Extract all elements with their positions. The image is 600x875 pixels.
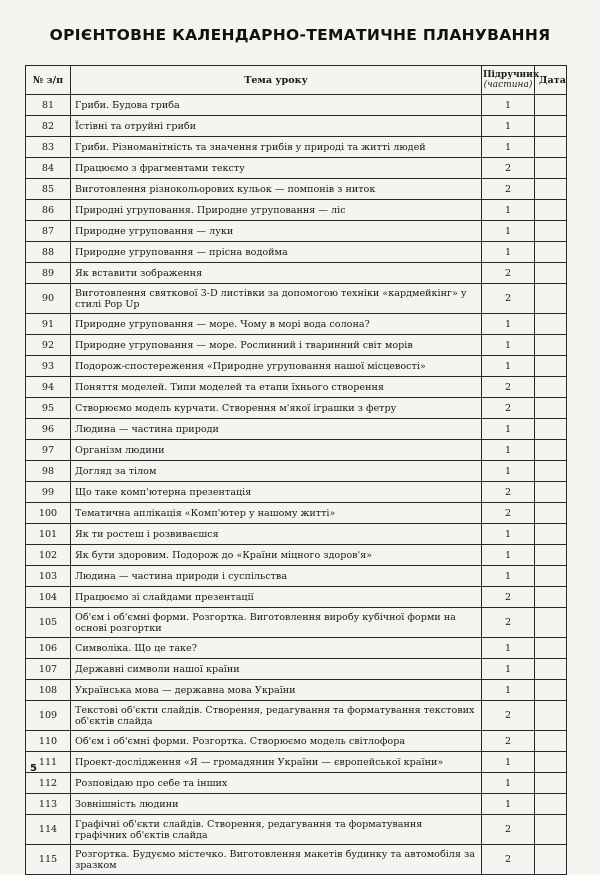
date-cell	[535, 398, 567, 419]
date-cell	[535, 284, 567, 314]
table-row	[26, 335, 567, 356]
date-cell	[535, 680, 567, 701]
date-cell	[535, 137, 567, 158]
table-row	[26, 200, 567, 221]
date-cell	[535, 752, 567, 773]
lesson-number-cell: 98	[26, 461, 71, 482]
lesson-number-cell: 112	[26, 773, 71, 794]
column-header-date: Дата	[535, 66, 567, 95]
table-row	[26, 845, 567, 875]
lesson-topic-cell: Створюємо модель курчати. Створення м'якої іграшки з фетру	[71, 398, 482, 419]
textbook-part-cell: 2	[482, 845, 535, 875]
date-cell	[535, 701, 567, 731]
lesson-number-cell: 106	[26, 638, 71, 659]
lesson-topic-cell: Як бути здоровим. Подорож до «Країни міцного здоров'я»	[71, 545, 482, 566]
textbook-part-cell: 2	[482, 608, 535, 638]
lesson-topic-cell: Природне угруповання — море. Чому в морі вода солона?	[71, 314, 482, 335]
date-cell	[535, 116, 567, 137]
table-body	[26, 95, 567, 875]
lesson-number-cell: 113	[26, 794, 71, 815]
lesson-topic-cell: Організм людини	[71, 440, 482, 461]
textbook-part-cell: 1	[482, 545, 535, 566]
date-cell	[535, 794, 567, 815]
column-header-topic: Тема уроку	[71, 66, 482, 95]
textbook-part-cell: 1	[482, 419, 535, 440]
table-row	[26, 461, 567, 482]
table-row	[26, 566, 567, 587]
date-cell	[535, 335, 567, 356]
textbook-part-cell: 1	[482, 440, 535, 461]
table-row	[26, 482, 567, 503]
planning-table	[25, 65, 567, 875]
textbook-part-cell: 1	[482, 116, 535, 137]
lesson-topic-cell: Подорож-спостереження «Природне угруповання нашої місцевості»	[71, 356, 482, 377]
date-cell	[535, 221, 567, 242]
lesson-number-cell: 110	[26, 731, 71, 752]
textbook-part-cell: 2	[482, 263, 535, 284]
textbook-part-cell: 1	[482, 335, 535, 356]
table-row	[26, 356, 567, 377]
lesson-topic-cell: Природне угруповання — луки	[71, 221, 482, 242]
textbook-part-cell: 2	[482, 701, 535, 731]
textbook-part-cell: 2	[482, 815, 535, 845]
textbook-part-cell: 2	[482, 398, 535, 419]
lesson-number-cell: 111	[26, 752, 71, 773]
date-cell	[535, 566, 567, 587]
lesson-number-cell: 91	[26, 314, 71, 335]
textbook-part-cell: 1	[482, 242, 535, 263]
lesson-number-cell: 97	[26, 440, 71, 461]
table-row	[26, 440, 567, 461]
lesson-number-cell: 109	[26, 701, 71, 731]
table-row	[26, 242, 567, 263]
date-cell	[535, 461, 567, 482]
lesson-topic-cell: Як вставити зображення	[71, 263, 482, 284]
textbook-part-cell: 1	[482, 752, 535, 773]
lesson-topic-cell: Природне угруповання — море. Рослинний і тваринний світ морів	[71, 335, 482, 356]
date-cell	[535, 524, 567, 545]
date-cell	[535, 545, 567, 566]
table-row	[26, 221, 567, 242]
table-row	[26, 659, 567, 680]
lesson-number-cell: 108	[26, 680, 71, 701]
lesson-number-cell: 103	[26, 566, 71, 587]
table-row	[26, 608, 567, 638]
date-cell	[535, 773, 567, 794]
lesson-topic-cell: Гриби. Різноманітність та значення грибів у природі та житті людей	[71, 137, 482, 158]
textbook-part-cell: 2	[482, 158, 535, 179]
lesson-topic-cell: Об'єм і об'ємні форми. Розгортка. Створюємо модель світлофора	[71, 731, 482, 752]
lesson-topic-cell: Їстівні та отруйні гриби	[71, 116, 482, 137]
date-cell	[535, 242, 567, 263]
lesson-number-cell: 95	[26, 398, 71, 419]
lesson-number-cell: 99	[26, 482, 71, 503]
lesson-number-cell: 93	[26, 356, 71, 377]
textbook-part-cell: 2	[482, 482, 535, 503]
date-cell	[535, 314, 567, 335]
table-row	[26, 377, 567, 398]
table-row	[26, 752, 567, 773]
textbook-part-cell: 2	[482, 284, 535, 314]
date-cell	[535, 503, 567, 524]
textbook-part-cell: 2	[482, 503, 535, 524]
textbook-part-cell: 2	[482, 179, 535, 200]
page-title: ОРІЄНТОВНЕ КАЛЕНДАРНО-ТЕМАТИЧНЕ ПЛАНУВАННЯ	[49, 26, 551, 44]
lesson-topic-cell: Проект-дослідження «Я — громадянин України — європейської країни»	[71, 752, 482, 773]
lesson-number-cell: 105	[26, 608, 71, 638]
column-header-textbook	[482, 66, 540, 95]
lesson-topic-cell: Працюємо зі слайдами презентації	[71, 587, 482, 608]
table-row	[26, 314, 567, 335]
table-row	[26, 680, 567, 701]
table-header-row	[26, 66, 567, 95]
table-row	[26, 419, 567, 440]
textbook-part-cell: 1	[482, 314, 535, 335]
lesson-topic-cell: Природне угруповання — прісна водойма	[71, 242, 482, 263]
lesson-topic-cell: Українська мова — державна мова України	[71, 680, 482, 701]
date-cell	[535, 587, 567, 608]
table-row	[26, 137, 567, 158]
lesson-topic-cell: Державні символи нашої країни	[71, 659, 482, 680]
date-cell	[535, 200, 567, 221]
date-cell	[535, 179, 567, 200]
lesson-number-cell: 87	[26, 221, 71, 242]
lesson-number-cell: 107	[26, 659, 71, 680]
lesson-number-cell: 82	[26, 116, 71, 137]
table-row	[26, 158, 567, 179]
textbook-part-cell: 1	[482, 659, 535, 680]
table-row	[26, 545, 567, 566]
lesson-topic-cell: Зовнішність людини	[71, 794, 482, 815]
table-row	[26, 794, 567, 815]
date-cell	[535, 95, 567, 116]
textbook-part-cell: 1	[482, 461, 535, 482]
lesson-topic-cell: Поняття моделей. Типи моделей та етапи їхнього створення	[71, 377, 482, 398]
textbook-part-cell: 1	[482, 200, 535, 221]
textbook-part-cell: 1	[482, 524, 535, 545]
table-row	[26, 638, 567, 659]
lesson-number-cell: 102	[26, 545, 71, 566]
textbook-part-cell: 1	[482, 773, 535, 794]
column-header-number: № з/п	[26, 66, 71, 95]
lesson-topic-cell: Людина — частина природи і суспільства	[71, 566, 482, 587]
page-number: 5	[30, 763, 37, 774]
lesson-number-cell: 114	[26, 815, 71, 845]
lesson-topic-cell: Як ти ростеш і розвиваєшся	[71, 524, 482, 545]
lesson-topic-cell: Що таке комп'ютерна презентація	[71, 482, 482, 503]
lesson-number-cell: 115	[26, 845, 71, 875]
lesson-number-cell: 101	[26, 524, 71, 545]
table-row	[26, 284, 567, 314]
lesson-topic-cell: Виготовлення святкової 3-D листівки за допомогою техніки «кардмейкінг» у стилі Pop Up	[71, 284, 482, 314]
lesson-topic-cell: Виготовлення різнокольорових кульок — помпонів з ниток	[71, 179, 482, 200]
lesson-number-cell: 92	[26, 335, 71, 356]
lesson-number-cell: 100	[26, 503, 71, 524]
textbook-part-cell: 2	[482, 587, 535, 608]
date-cell	[535, 845, 567, 875]
date-cell	[535, 377, 567, 398]
lesson-topic-cell: Об'єм і об'ємні форми. Розгортка. Виготовлення виробу кубічної форми на основі розгортки	[71, 608, 482, 638]
lesson-number-cell: 81	[26, 95, 71, 116]
date-cell	[535, 158, 567, 179]
lesson-topic-cell: Символіка. Що це таке?	[71, 638, 482, 659]
lesson-number-cell: 90	[26, 284, 71, 314]
textbook-part-cell: 1	[482, 221, 535, 242]
column-header-textbook-part: (частина)	[483, 80, 533, 90]
date-cell	[535, 356, 567, 377]
lesson-topic-cell: Догляд за тілом	[71, 461, 482, 482]
lesson-number-cell: 85	[26, 179, 71, 200]
lesson-topic-cell: Розповідаю про себе та інших	[71, 773, 482, 794]
date-cell	[535, 263, 567, 284]
lesson-number-cell: 89	[26, 263, 71, 284]
table-row	[26, 524, 567, 545]
date-cell	[535, 482, 567, 503]
lesson-topic-cell: Тематична аплікація «Комп'ютер у нашому житті»	[71, 503, 482, 524]
lesson-number-cell: 104	[26, 587, 71, 608]
lesson-topic-cell: Розгортка. Будуємо містечко. Виготовлення макетів будинку та автомобіля за зразком	[71, 845, 482, 875]
textbook-part-cell: 1	[482, 638, 535, 659]
lesson-topic-cell: Гриби. Будова гриба	[71, 95, 482, 116]
lesson-number-cell: 94	[26, 377, 71, 398]
textbook-part-cell: 2	[482, 377, 535, 398]
column-header-textbook-label: Підручник	[483, 70, 540, 80]
date-cell	[535, 731, 567, 752]
table-row	[26, 587, 567, 608]
date-cell	[535, 815, 567, 845]
table-row	[26, 773, 567, 794]
lesson-topic-cell: Працюємо з фрагментами тексту	[71, 158, 482, 179]
table-row	[26, 95, 567, 116]
table-row	[26, 398, 567, 419]
table-row	[26, 179, 567, 200]
lesson-number-cell: 96	[26, 419, 71, 440]
table-row	[26, 503, 567, 524]
lesson-number-cell: 86	[26, 200, 71, 221]
date-cell	[535, 440, 567, 461]
table-row	[26, 815, 567, 845]
lesson-topic-cell: Природні угруповання. Природне угруповання — ліс	[71, 200, 482, 221]
lesson-topic-cell: Графічні об'єкти слайдів. Створення, редагування та форматування графічних об'єктів слайда	[71, 815, 482, 845]
date-cell	[535, 608, 567, 638]
date-cell	[535, 638, 567, 659]
lesson-number-cell: 83	[26, 137, 71, 158]
textbook-part-cell: 1	[482, 566, 535, 587]
textbook-part-cell: 1	[482, 680, 535, 701]
textbook-part-cell: 1	[482, 95, 535, 116]
textbook-part-cell: 1	[482, 356, 535, 377]
textbook-part-cell: 2	[482, 731, 535, 752]
textbook-part-cell: 1	[482, 794, 535, 815]
table-row	[26, 731, 567, 752]
table-row	[26, 701, 567, 731]
date-cell	[535, 419, 567, 440]
date-cell	[535, 659, 567, 680]
lesson-topic-cell: Текстові об'єкти слайдів. Створення, редагування та форматування текстових об'єктів слайда	[71, 701, 482, 731]
lesson-number-cell: 84	[26, 158, 71, 179]
table-row	[26, 263, 567, 284]
table-row	[26, 116, 567, 137]
lesson-topic-cell: Людина — частина природи	[71, 419, 482, 440]
textbook-part-cell: 1	[482, 137, 535, 158]
lesson-number-cell: 88	[26, 242, 71, 263]
